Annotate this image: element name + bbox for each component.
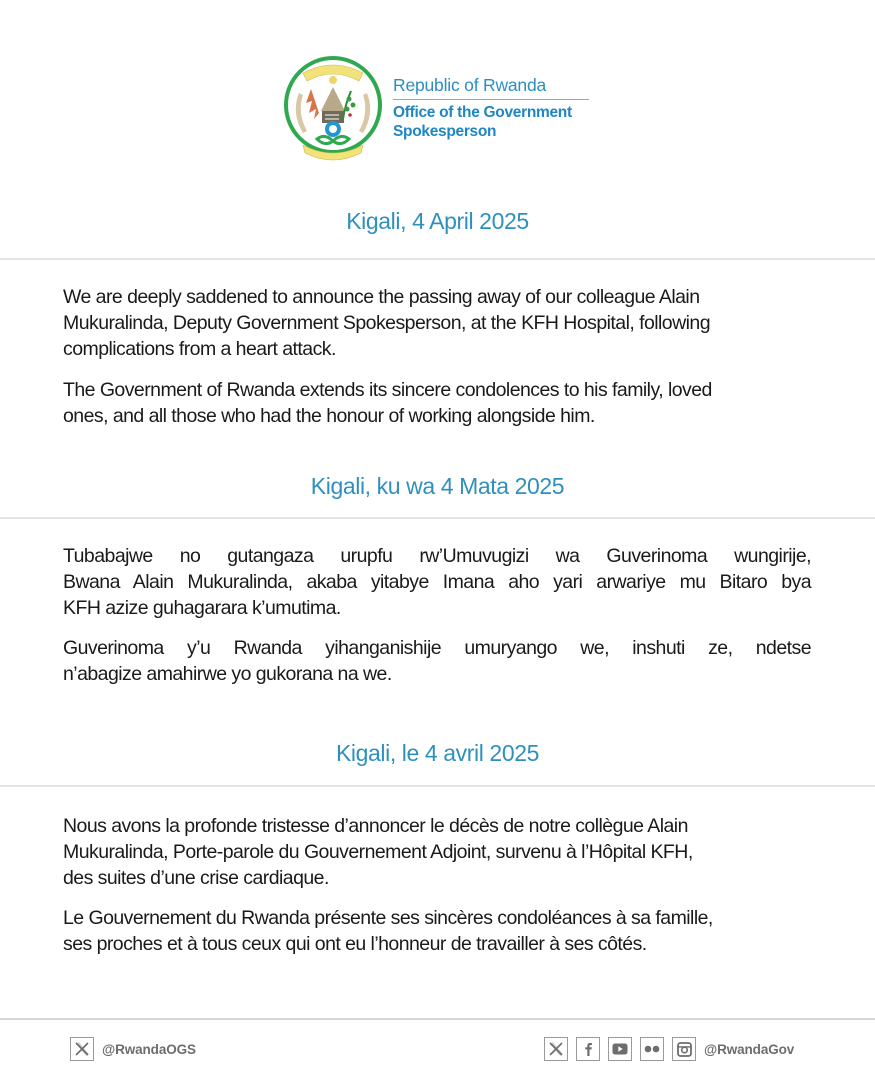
x-icon[interactable]: [544, 1037, 568, 1061]
handle-rwandaogs[interactable]: @RwandaOGS: [102, 1041, 196, 1057]
handle-rwandagov[interactable]: @RwandaGov: [704, 1041, 795, 1057]
text-line: Bwana Alain Mukuralinda, akaba yitabye Imana aho yari arwariye mu Bitaro bya: [63, 571, 811, 593]
text-line: KFH azize guhagarara k’umutima.: [63, 597, 341, 619]
divider: [0, 785, 875, 787]
text-line: des suites d’une crise cardiaque.: [63, 867, 329, 889]
text-line: ones, and all those who had the honour of working alongside him.: [63, 405, 595, 427]
footer-right-social: [544, 1036, 794, 1062]
section-title-kinyarwanda: Kigali, ku wa 4 Mata 2025: [310, 473, 565, 499]
paragraph-english-2: [63, 377, 811, 429]
text-line: Nous avons la profonde tristesse d’annoncer le décès de notre collègue Alain: [63, 815, 688, 837]
text-line: Guverinoma y’u Rwanda yihanganishije umuryango we, inshuti ze, ndetse: [63, 637, 811, 659]
text-line: We are deeply saddened to announce the passing away of our colleague Alain: [63, 286, 700, 308]
flickr-icon[interactable]: [640, 1037, 664, 1061]
text-line: complications from a heart attack.: [63, 338, 336, 360]
paragraph-kinyarwanda-2: [63, 635, 811, 687]
letterhead: [0, 0, 875, 200]
paragraph-english-1: [63, 284, 811, 362]
text-line: Tubabajwe no gutangaza urupfu rw’Umuvugizi wa Guverinoma wungirije,: [63, 545, 811, 567]
brand-office-line1: Office of the Government: [393, 104, 572, 121]
paragraph-kinyarwanda-1: [63, 543, 811, 621]
text-line: n’abagize amahirwe yo gukorana na we.: [63, 663, 392, 685]
text-line: ses proches et à tous ceux qui ont eu l’honneur de travailler à ses côtés.: [63, 933, 647, 955]
section-title-english: Kigali, 4 April 2025: [346, 208, 529, 234]
text-line: Mukuralinda, Porte-parole du Gouvernement Adjoint, survenu à l’Hôpital KFH,: [63, 841, 693, 863]
rwanda-coat-of-arms-icon: [281, 53, 385, 165]
section-title-french: Kigali, le 4 avril 2025: [335, 740, 540, 766]
brand-block: [393, 74, 593, 141]
paragraph-french-2: [63, 905, 811, 957]
x-icon[interactable]: [70, 1037, 94, 1061]
text-line: The Government of Rwanda extends its sincere condolences to his family, loved: [63, 379, 712, 401]
footer-left-social: [70, 1036, 196, 1062]
text-line: Le Gouvernement du Rwanda présente ses sincères condoléances à sa famille,: [63, 907, 713, 929]
brand-country: Republic of Rwanda: [393, 74, 589, 100]
divider: [0, 258, 875, 260]
paragraph-french-1: [63, 813, 811, 891]
instagram-icon[interactable]: [672, 1037, 696, 1061]
brand-office-line2: Spokesperson: [393, 123, 497, 140]
divider: [0, 517, 875, 519]
footer-divider: [0, 1018, 875, 1020]
text-line: Mukuralinda, Deputy Government Spokesperson, at the KFH Hospital, following: [63, 312, 711, 334]
facebook-icon[interactable]: [576, 1037, 600, 1061]
youtube-icon[interactable]: [608, 1037, 632, 1061]
